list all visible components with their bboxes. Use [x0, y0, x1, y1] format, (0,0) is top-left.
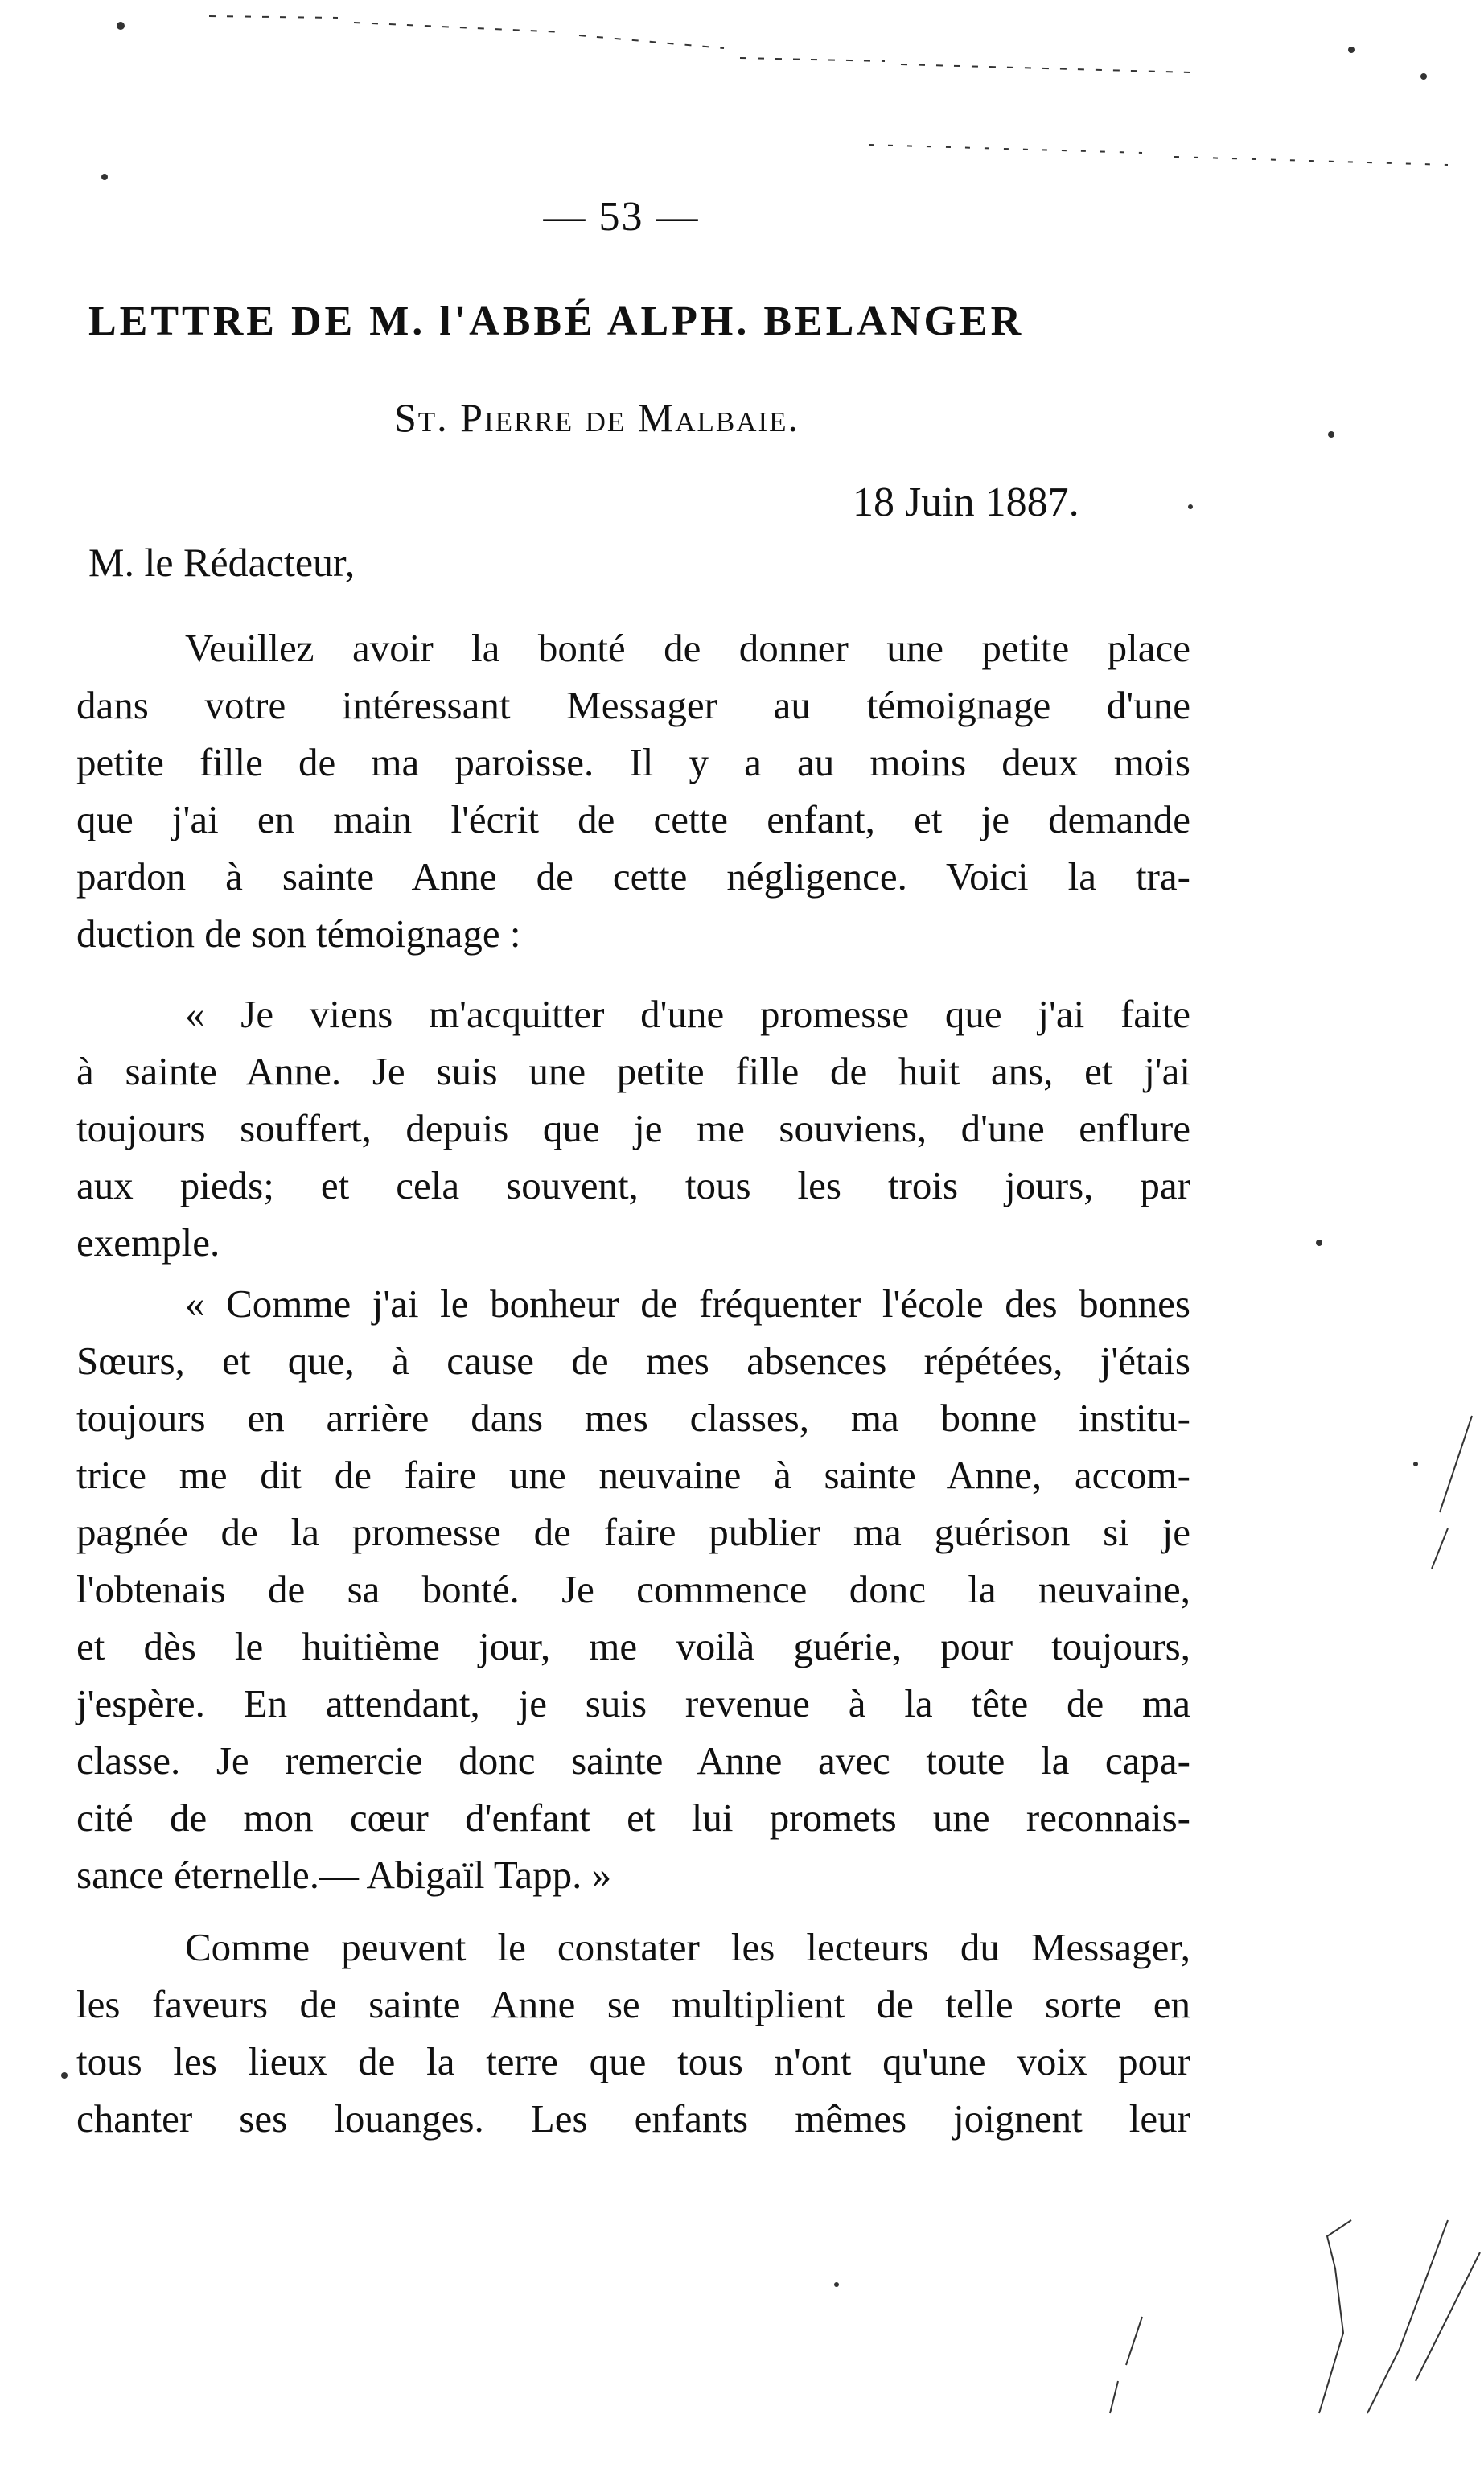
- text-line: petite fille de ma paroisse. Il y a au moins deux mois: [76, 740, 1190, 784]
- text-line: pardon à sainte Anne de cette négligence. Voici la tra-: [76, 854, 1190, 899]
- text-line: classe. Je remercie donc sainte Anne avec toute la capa-: [76, 1738, 1190, 1783]
- text-line: Sœurs, et que, à cause de mes absences répétées, j'étais: [76, 1339, 1190, 1383]
- text-line: « Je viens m'acquitter d'une promesse que j'ai faite: [185, 992, 1190, 1036]
- text-line: sance éternelle.— Abigaïl Tapp. »: [76, 1853, 612, 1897]
- text-line: et dès le huitième jour, me voilà guérie, pour toujours,: [76, 1624, 1190, 1668]
- text-line: pagnée de la promesse de faire publier ma guérison si je: [76, 1510, 1190, 1554]
- text-line: trice me dit de faire une neuvaine à sainte Anne, accom-: [76, 1453, 1190, 1497]
- text-line: que j'ai en main l'écrit de cette enfant, et je demande: [76, 797, 1190, 841]
- text-line: Comme peuvent le constater les lecteurs du Messager,: [185, 1925, 1190, 1969]
- text-line: « Comme j'ai le bonheur de fréquenter l'école des bonnes: [185, 1281, 1190, 1326]
- text-line: chanter ses louanges. Les enfants mêmes joignent leur: [76, 2096, 1190, 2141]
- letter-place: St. Pierre de Malbaie.: [394, 395, 800, 440]
- text-line: j'espère. En attendant, je suis revenue à la tête de ma: [76, 1681, 1190, 1725]
- text-line: à sainte Anne. Je suis une petite fille de huit ans, et j'ai: [76, 1049, 1190, 1093]
- letter-heading: LETTRE DE M. l'ABBÉ ALPH. BELANGER: [88, 298, 1025, 344]
- letter-date: 18 Juin 1887.: [853, 479, 1079, 525]
- paragraph-closing: [76, 1919, 1190, 2147]
- paragraph-testimony-2: [76, 1275, 1190, 1903]
- text-line: exemple.: [76, 1220, 220, 1265]
- text-line: aux pieds; et cela souvent, tous les trois jours, par: [76, 1163, 1190, 1207]
- text-line: l'obtenais de sa bonté. Je commence donc la neuvaine,: [76, 1567, 1190, 1611]
- paragraph-intro: [76, 619, 1190, 962]
- salutation: M. le Rédacteur,: [88, 540, 356, 585]
- text-line: les faveurs de sainte Anne se multiplient de telle sorte en: [76, 1982, 1190, 2026]
- text-line: Veuillez avoir la bonté de donner une petite place: [185, 626, 1190, 670]
- text-line: duction de son témoignage :: [76, 911, 521, 956]
- paragraph-testimony-1: [76, 985, 1190, 1271]
- text-line: toujours en arrière dans mes classes, ma bonne institu-: [76, 1396, 1190, 1440]
- text-line: toujours souffert, depuis que je me souviens, d'une enflure: [76, 1106, 1190, 1150]
- page-number: — 53 —: [543, 194, 700, 240]
- text-line: cité de mon cœur d'enfant et lui promets une reconnais-: [76, 1795, 1190, 1840]
- text-line: dans votre intéressant Messager au témoignage d'une: [76, 683, 1190, 727]
- text-line: tous les lieux de la terre que tous n'ont qu'une voix pour: [76, 2039, 1190, 2083]
